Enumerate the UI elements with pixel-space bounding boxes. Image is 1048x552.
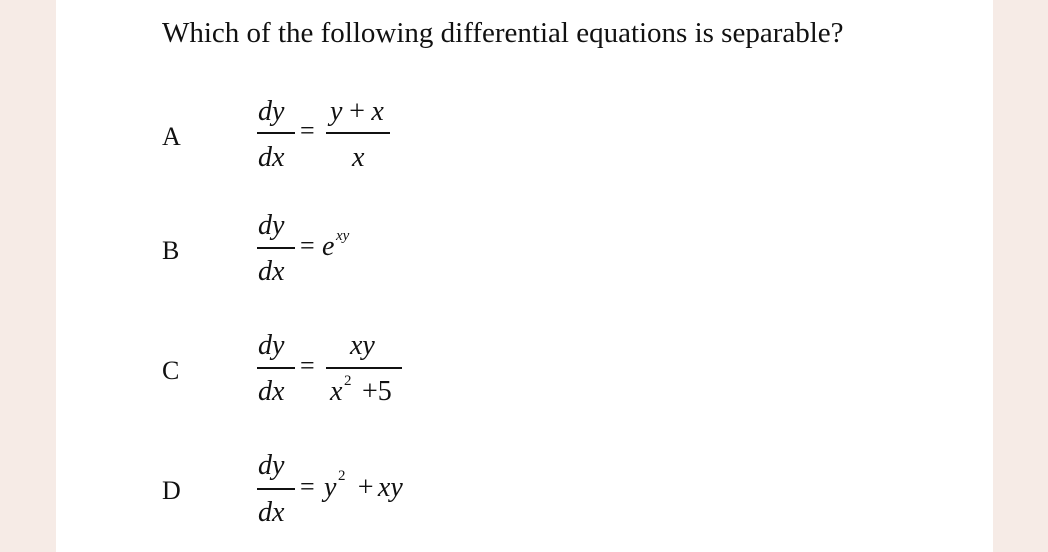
option-a-rhs-numerator: y + x xyxy=(330,96,384,127)
option-c-letter: C xyxy=(162,356,180,385)
option-c-equals: = xyxy=(300,351,315,380)
option-c-rhs-den-base: x xyxy=(330,376,343,407)
option-b-lhs-numerator: dy xyxy=(258,210,285,241)
option-c-lhs-numerator: dy xyxy=(258,330,285,361)
option-d-lhs-bar xyxy=(257,488,295,490)
option-b-rhs-base: e xyxy=(322,231,335,262)
option-b-rhs-exponent: xy xyxy=(336,228,350,244)
option-d-letter: D xyxy=(162,476,181,505)
option-b-letter: B xyxy=(162,236,180,265)
option-a-equals: = xyxy=(300,116,315,145)
option-c-rhs-bar xyxy=(326,367,402,369)
option-c-rhs-den-rest: +5 xyxy=(362,376,392,407)
option-a-letter: A xyxy=(162,122,181,151)
option-a-lhs-numerator: dy xyxy=(258,96,285,127)
option-d-equals: = xyxy=(300,472,315,501)
document-page xyxy=(56,0,993,552)
option-a-lhs-denominator: dx xyxy=(258,142,285,173)
option-b-lhs-denominator: dx xyxy=(258,256,285,287)
option-c-rhs-den-exponent: 2 xyxy=(344,373,352,389)
option-d-rhs-exponent: 2 xyxy=(338,468,346,484)
option-c-rhs-numerator: xy xyxy=(350,330,375,361)
option-d-lhs-denominator: dx xyxy=(258,497,285,528)
question-text: Which of the following differential equations is separable? xyxy=(162,17,844,49)
option-b-equals: = xyxy=(300,231,315,260)
option-d-rhs-rest: + xy xyxy=(356,472,403,503)
option-d-rhs-base: y xyxy=(324,472,337,503)
option-c-lhs-denominator: dx xyxy=(258,376,285,407)
option-b-lhs-bar xyxy=(257,247,295,249)
option-c-lhs-bar xyxy=(257,367,295,369)
option-d-lhs-numerator: dy xyxy=(258,450,285,481)
option-a-lhs-bar xyxy=(257,132,295,134)
option-a-rhs-denominator: x xyxy=(352,142,365,173)
option-a-rhs-bar xyxy=(326,132,390,134)
